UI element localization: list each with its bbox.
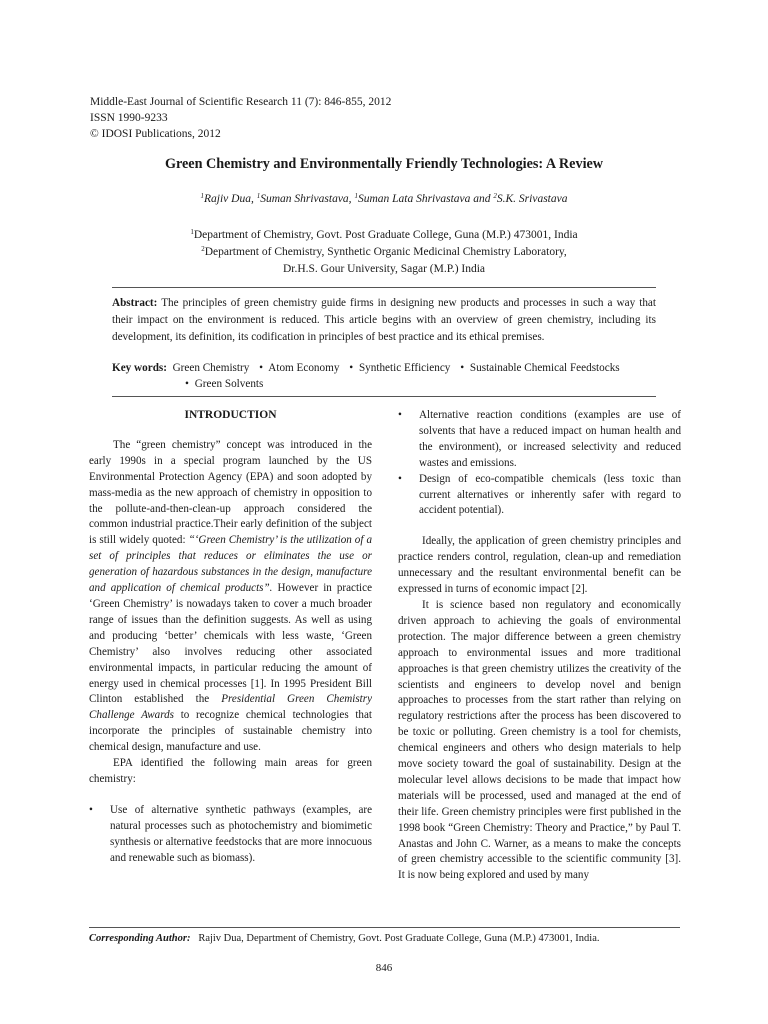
author-name: Suman Lata Shrivastava and [357,193,494,205]
paragraph-text: to recognize chemical technologies that incorporate the principles of sustainable chemistry into chemical design, manufacture and use. [89,709,372,754]
keyword-separator: • [185,378,189,390]
keyword-separator: • [259,362,264,374]
list-item [398,472,681,520]
paragraph-text: However in practice ‘Green Chemistry’ is nowadays taken to cover a much broader range of issues than the definition suggests. As well as using and producing ‘better’ chemicals with less waste, ‘Green Chemistry’ also involves reducing other associated environmental impacts, in particular reducing the amount of energy used in chemical processes [1]. In 1995 President Bill Clinton established the [89,582,372,706]
keyword: Green Chemistry [172,362,250,374]
corresponding-text: Rajiv Dua, Department of Chemistry, Govt. Post Graduate College, Guna (M.P.) 473001, India. [198,933,600,944]
bullet-icon: • [398,472,402,485]
keyword: Sustainable Chemical Feedstocks [469,362,620,374]
affiliation-text: Department of Chemistry, Govt. Post Graduate College, Guna (M.P.) 473001, India [193,229,578,241]
paragraph [89,438,372,756]
publisher: © IDOSI Publications, 2012 [90,128,221,140]
keyword-separator: • [460,362,465,374]
left-column [89,408,372,866]
journal-header [90,94,391,142]
section-heading-introduction: INTRODUCTION [184,409,277,421]
list-item [89,803,372,867]
author-list [0,193,768,205]
list-item-text: Use of alternative synthetic pathways (examples, are natural processes such as photochemistry and biomimetic synthesis or alternative feedstocks that are more innocuous and renewable such as biomass). [110,803,372,864]
footnote-rule [89,927,680,928]
affiliation-2-line2: Dr.H.S. Gour University, Sagar (M.P.) India [282,263,486,275]
abstract-text: The principles of green chemistry guide firms in designing new products and processes in such a way that their impact on the environment is reduced. This article begins with an overview of green chemistry, including its development, its definition, its codification in principles of best practice and its ethical premises. [112,297,656,343]
author-name: Suman Shrivastava, [260,193,355,205]
author-name: Rajiv Dua, [204,193,257,205]
author-sup: 1 [200,192,204,200]
corresponding-author [89,933,599,944]
author-name: S.K. Srivastava [496,193,568,205]
bullet-icon: • [398,409,402,421]
list-item [398,408,681,472]
keyword: Synthetic Efficiency [358,362,451,374]
journal-citation: Middle-East Journal of Scientific Research 11 (7): 846-855, 2012 [90,96,392,108]
corresponding-label: Corresponding Author: [89,933,191,944]
affiliation-sup: 2 [201,245,205,253]
keywords [112,360,672,392]
abstract [112,295,656,346]
award-name: Presidential Green Chemistry Challenge Awards [89,693,372,722]
paragraph-text: The “green chemistry” concept was introduced in the early 1990s in a special program launched by the US Environmental Protection Agency (EPA) and soon adopted by mass-media as the new approach of chemistry in opposition to the pollute-and-then-clean-up approach considered the common industrial practice.Their early definition of the subject is still widely quoted: [89,438,372,547]
author-sup: 1 [354,192,358,200]
bullet-icon: • [89,803,93,816]
paper-title: Green Chemistry and Environmentally Friendly Technologies: A Review [164,156,604,172]
definition-quote: “‘Green Chemistry’ is the utilization of a set of principles that reduces or eliminates the use or generation of hazardous substances in the design, manufacture and application of chemical products”. [89,534,372,595]
paragraph: It is science based non regulatory and economically driven approach to achieving the goals of environmental protection. The major difference between a green chemistry approach to environmental issues and more traditional approaches is that green chemistry utilizes the creativity of the scientists and engineers to develop novel and benign approaches to processes from the start rather than relying on regulatory restrictions after the process has been discovered to be toxic or polluting. Green chemistry is a tool for chemists, chemical engineers and others who design materials to help move society toward the goal of sustainability. Design at the molecular level allows decisions to be made that impact how materials will be processed, used and managed at the end of their life. Green chemistry principles were first published in the 1998 book “Green Chemistry: Theory and Practice,” by Paul T. Anastas and John C. Warner, as a means to make the concepts of green chemistry accessible to the scientific community [3]. It is now being explored and used by many [398,598,681,882]
keyword: Green Solvents [194,378,264,390]
list-item-text: Alternative reaction conditions (examples are use of solvents that have a reduced impact on human health and the environment), or increased selectivity and reduced wastes and emissions. [419,409,681,469]
keywords-label: Key words: [112,362,167,374]
paragraph: Ideally, the application of green chemistry principles and practice renders control, regulation, clean-up and remediation unnecessary and the resultant environmental benefit can be expressed in turns of economic impact [2]. [398,535,681,596]
keyword-separator: • [349,362,354,374]
keywords-bottom-rule [112,396,656,397]
abstract-top-rule [112,287,656,288]
affiliation-text: Department of Chemistry, Synthetic Organic Medicinal Chemistry Laboratory, [204,246,567,258]
paragraph: EPA identified the following main areas for green chemistry: [89,757,372,785]
page-number: 846 [375,962,393,974]
affiliation-1 [0,227,768,244]
keyword: Atom Economy [268,362,340,374]
issn: ISSN 1990-9233 [90,112,168,124]
affiliations [0,227,768,278]
affiliation-sup: 1 [190,228,194,236]
author-sup: 1 [256,192,261,200]
list-item-text: Design of eco-compatible chemicals (less toxic than current alternatives or inherently safer with regard to accident potential). [419,472,681,517]
affiliation-2 [0,244,768,261]
author-sup: 2 [493,192,497,200]
right-column [398,408,681,884]
abstract-label: Abstract: [112,297,158,309]
